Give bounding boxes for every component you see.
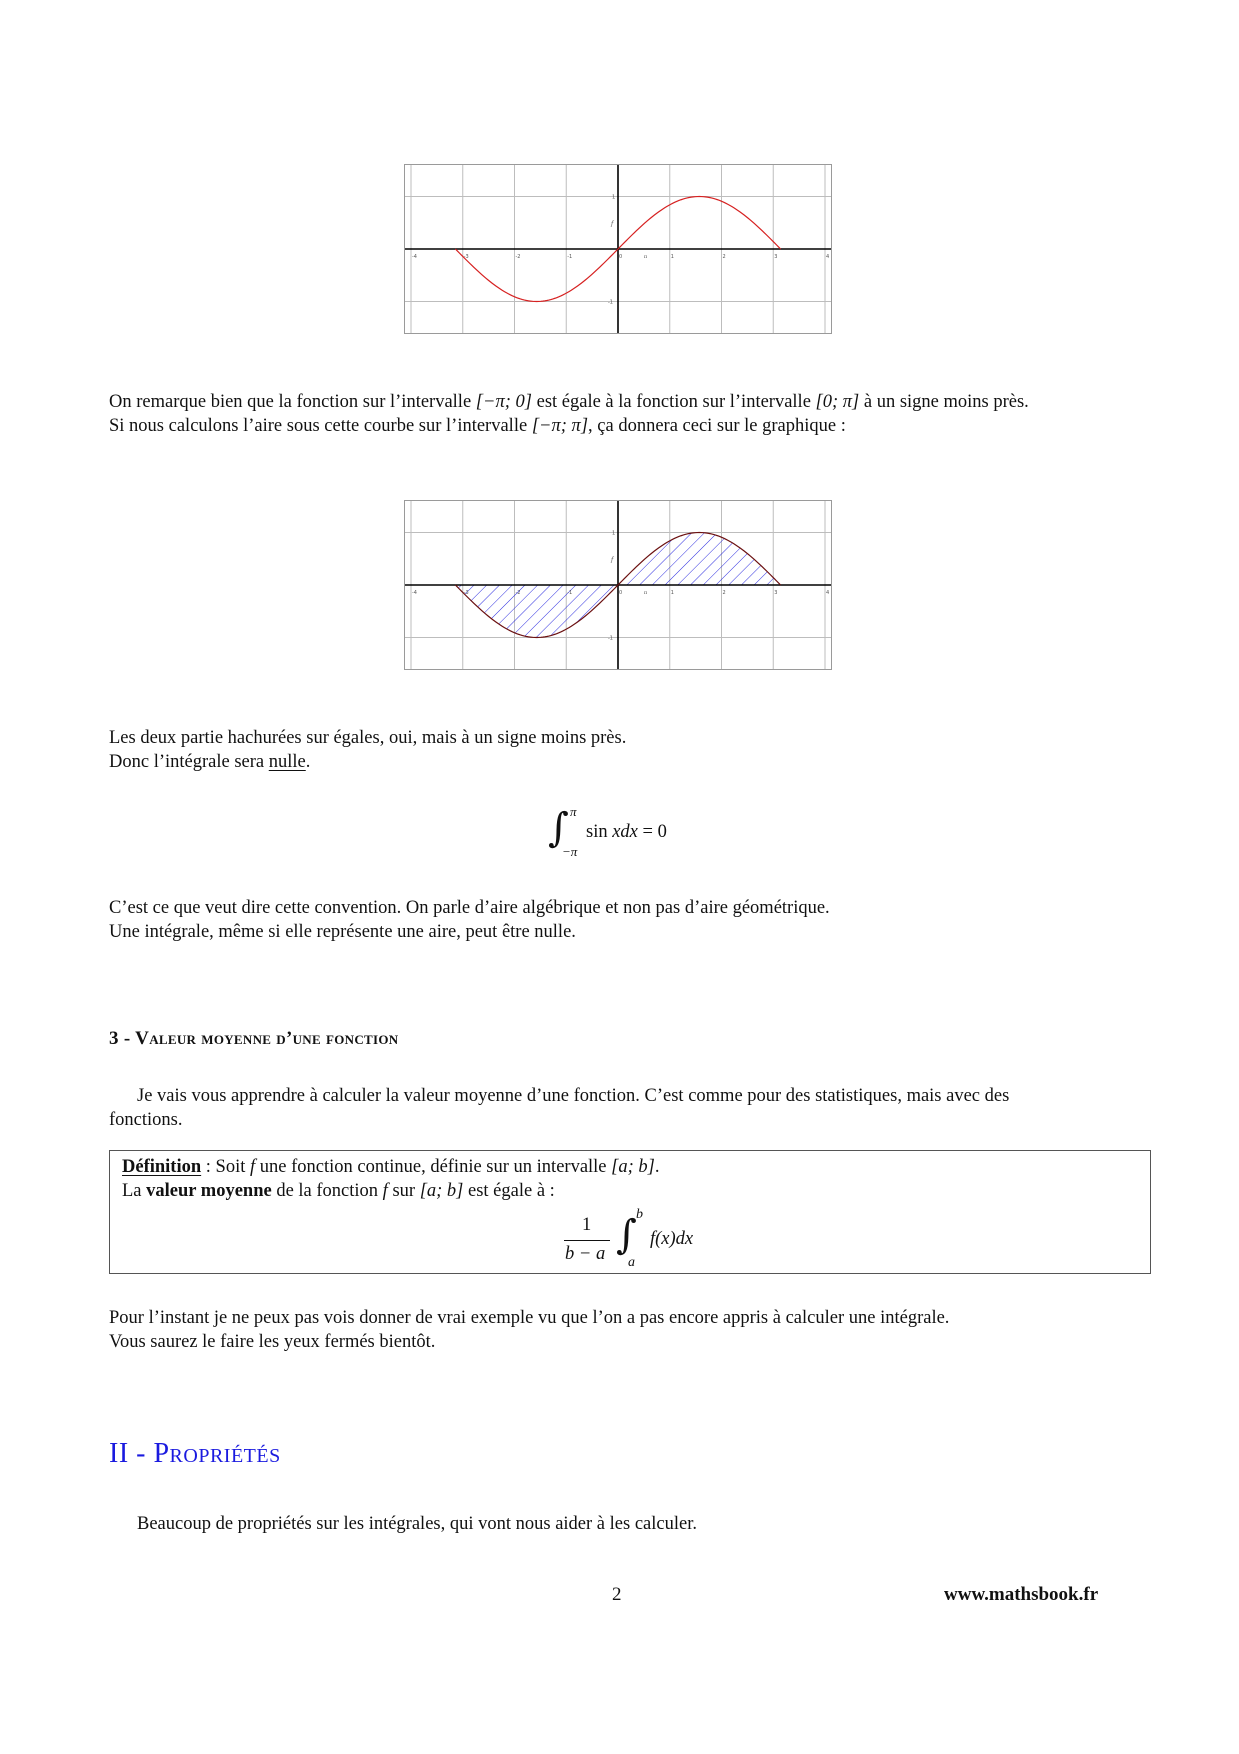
mean-value-formula xyxy=(562,1207,762,1273)
y-tick-label: 1 xyxy=(612,194,616,201)
x-tick-label: 3 xyxy=(774,590,778,596)
integrand: f(x)dx xyxy=(650,1229,694,1249)
x-tick-label: 4 xyxy=(826,590,830,596)
x-tick-label: 0 xyxy=(619,254,623,260)
site-url[interactable]: www.mathsbook.fr xyxy=(944,1584,1099,1605)
x-tick-label: 3 xyxy=(774,254,778,260)
x-tick-label: 1 xyxy=(670,590,674,596)
fraction-denominator: b − a xyxy=(565,1244,606,1264)
x-tick-label: 2 xyxy=(722,590,726,596)
x-tick-label: -2 xyxy=(515,590,521,596)
paragraph-null: Donc l’intégrale sera nulle. xyxy=(109,752,311,772)
definition-box xyxy=(109,1150,1151,1274)
definition-line-2: La valeur moyenne de la fonction f sur [a; b] est égale à : xyxy=(122,1181,555,1201)
section-title-mean-value: 3 - Valeur moyenne d’une fonction xyxy=(109,1028,399,1049)
y-tick-label: 1 xyxy=(612,530,616,537)
paragraph-hatched: Les deux partie hachurées sur égales, oui, mais à un signe moins près. xyxy=(109,728,627,748)
paragraph-area: Si nous calculons l’aire sous cette courbe sur l’intervalle [−π; π], ça donnera ceci sur le graphique : xyxy=(109,416,846,436)
paragraph-mean-intro-cont: fonctions. xyxy=(109,1110,183,1130)
paragraph-mean-intro: Je vais vous apprendre à calculer la valeur moyenne d’une fonction. C’est comme pour des statistiques, mais avec des xyxy=(137,1086,1010,1106)
fraction-bar xyxy=(564,1240,610,1241)
x-tick-label: 2 xyxy=(722,254,726,260)
y-tick-label: -1 xyxy=(608,635,613,642)
x-tick-label: 1 xyxy=(670,254,674,260)
paragraph-properties-intro: Beaucoup de propriétés sur les intégrales, qui vont nous aider à les calculer. xyxy=(137,1514,697,1534)
definition-label: Définition xyxy=(122,1157,202,1177)
paragraph-intervals: On remarque bien que la fonction sur l’intervalle [−π; 0] est égale à la fonction sur l’intervalle [0; π] à un signe moins près. xyxy=(109,392,1029,412)
integral-lower-a: a xyxy=(628,1255,635,1270)
fraction-numerator: 1 xyxy=(582,1215,592,1235)
hatched-sine-graph-svg xyxy=(405,501,831,669)
hatched-region-positive xyxy=(618,533,781,586)
integral-sign: ∫ xyxy=(548,805,569,851)
curve-label-f: f xyxy=(611,556,614,564)
paragraph-integral-null: Une intégrale, même si elle représente une aire, peut être nulle. xyxy=(109,922,576,942)
hatched-region-negative xyxy=(455,585,618,638)
paragraph-no-example: Pour l’instant je ne peux pas vois donner de vrai exemple vu que l’on a pas encore appris à calculer une intégrale. xyxy=(109,1308,950,1328)
x-tick-label: -2 xyxy=(515,254,521,260)
integral-equation xyxy=(548,802,698,862)
hatched-sine-graph xyxy=(404,500,832,670)
x-tick-label: -1 xyxy=(567,590,573,596)
y-tick-label: -1 xyxy=(608,299,613,306)
paragraph-convention: C’est ce que veut dire cette convention. On parle d’aire algébrique et non pas d’aire géométrique. xyxy=(109,898,830,918)
section-title-properties: II - Propriétés xyxy=(109,1438,281,1469)
integral-upper-bound: π xyxy=(570,804,577,819)
definition-line-1: Définition : Soit f une fonction continue, définie sur un intervalle [a; b]. xyxy=(122,1157,660,1177)
curve-label-f: f xyxy=(611,220,614,228)
x-tick-label: -4 xyxy=(412,254,417,260)
sine-graph-svg xyxy=(405,165,831,333)
x-tick-label: -4 xyxy=(412,590,417,596)
pi-label: π xyxy=(643,590,648,596)
paragraph-soon: Vous saurez le faire les yeux fermés bientôt. xyxy=(109,1332,436,1352)
integral-lower-bound: −π xyxy=(562,844,578,859)
x-tick-label: -3 xyxy=(463,254,469,260)
sine-graph xyxy=(404,164,832,334)
x-tick-label: 4 xyxy=(826,254,830,260)
integral-sign-mean: ∫ xyxy=(616,1212,637,1258)
integral-body: sin xdx = 0 xyxy=(586,822,667,842)
integral-upper-b: b xyxy=(636,1207,643,1222)
x-tick-label: -1 xyxy=(567,254,573,260)
x-tick-label: 0 xyxy=(619,590,623,596)
x-tick-label: -3 xyxy=(463,590,469,596)
page-number: 2 xyxy=(612,1584,622,1605)
pi-label: π xyxy=(643,254,648,260)
